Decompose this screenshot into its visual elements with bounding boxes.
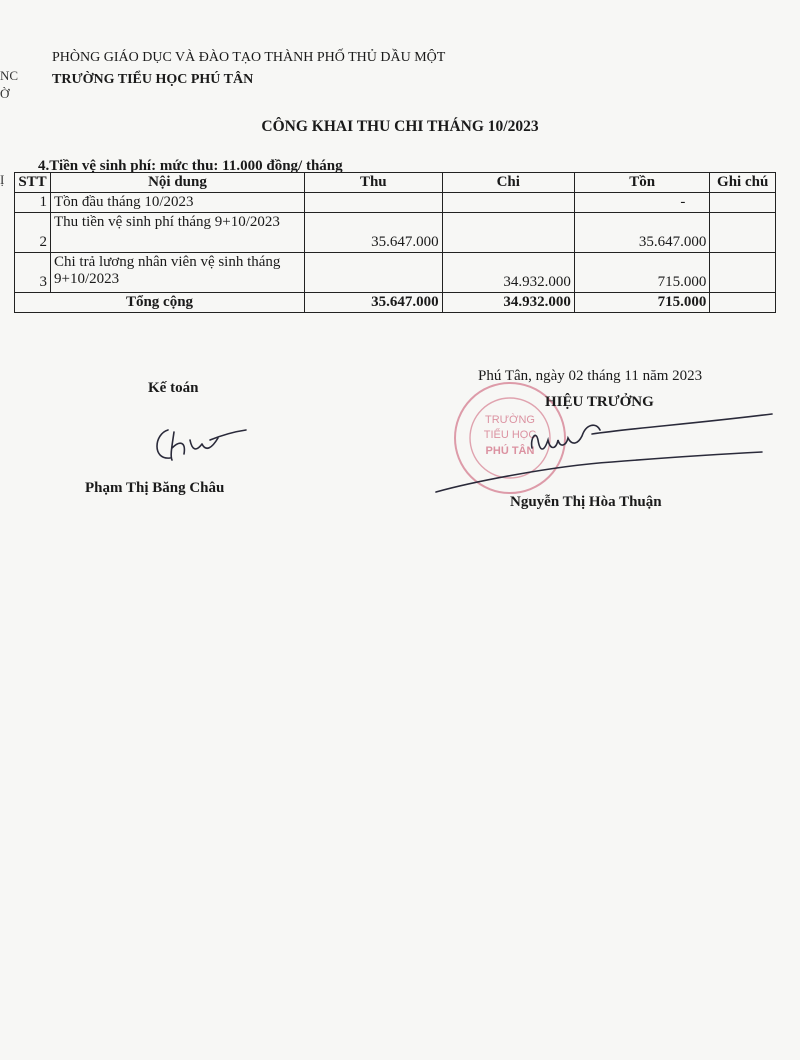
row-ghi-chu: [710, 193, 776, 213]
table-row: [15, 213, 776, 253]
row-thu: [305, 193, 443, 213]
row-noi-dung: Tồn đầu tháng 10/2023: [50, 193, 304, 213]
row-thu: 35.647.000: [305, 213, 443, 253]
stamp-line3: PHÚ TÂN: [485, 445, 535, 457]
school-name: TRƯỜNG TIỂU HỌC PHÚ TÂN: [52, 72, 254, 87]
total-row: [15, 293, 776, 313]
edge-fragment: Ị: [0, 172, 5, 187]
total-thu: 35.647.000: [305, 293, 443, 313]
row-ton: 35.647.000: [574, 213, 709, 253]
row-thu: [305, 253, 443, 293]
row-noi-dung: Thu tiền vệ sinh phí tháng 9+10/2023: [50, 213, 304, 253]
row-chi: [442, 193, 574, 213]
col-header-stt: STT: [15, 173, 51, 193]
row-chi: 34.932.000: [442, 253, 574, 293]
row-chi: [442, 213, 574, 253]
row-ghi-chu: [710, 253, 776, 293]
principal-signature: [432, 400, 777, 500]
row-ton: 715.000: [574, 253, 709, 293]
stamp-line2: TIỂU HỌC: [483, 429, 537, 441]
row-stt: 2: [15, 213, 51, 253]
principal-name: Nguyễn Thị Hòa Thuận: [510, 494, 662, 510]
row-ghi-chu: [710, 213, 776, 253]
finance-table: [14, 172, 776, 313]
accountant-name: Phạm Thị Băng Châu: [85, 480, 225, 496]
place-date: Phú Tân, ngày 02 tháng 11 năm 2023: [478, 368, 703, 384]
department-name: PHÒNG GIÁO DỤC VÀ ĐÀO TẠO THÀNH PHỐ THỦ DẦU MỘT: [52, 50, 446, 65]
total-ghi-chu: [710, 293, 776, 313]
row-stt: 1: [15, 193, 51, 213]
document-title: CÔNG KHAI THU CHI THÁNG 10/2023: [261, 118, 539, 135]
table-row: [15, 253, 776, 293]
col-header-thu: Thu: [305, 173, 443, 193]
edge-fragment: Ờ: [0, 86, 10, 101]
row-ton: -: [574, 193, 709, 213]
stamp-line1: TRƯỜNG: [485, 414, 535, 426]
accountant-role: Kế toán: [148, 380, 199, 396]
col-header-noi-dung: Nội dung: [50, 173, 304, 193]
edge-fragment: NC: [0, 68, 19, 83]
total-label: Tổng cộng: [15, 293, 305, 313]
col-header-chi: Chi: [442, 173, 574, 193]
section-heading: 4.Tiền vệ sinh phí: mức thu: 11.000 đồng/ tháng: [38, 158, 343, 174]
principal-role: HIỆU TRƯỞNG: [545, 394, 654, 410]
col-header-ton: Tồn: [574, 173, 709, 193]
row-stt: 3: [15, 253, 51, 293]
accountant-signature: [150, 418, 250, 468]
total-chi: 34.932.000: [442, 293, 574, 313]
total-ton: 715.000: [574, 293, 709, 313]
table-row: [15, 193, 776, 213]
col-header-ghi-chu: Ghi chú: [710, 173, 776, 193]
row-noi-dung: Chi trả lương nhân viên vệ sinh tháng 9+10/2023: [50, 253, 304, 293]
table-header-row: [15, 173, 776, 193]
